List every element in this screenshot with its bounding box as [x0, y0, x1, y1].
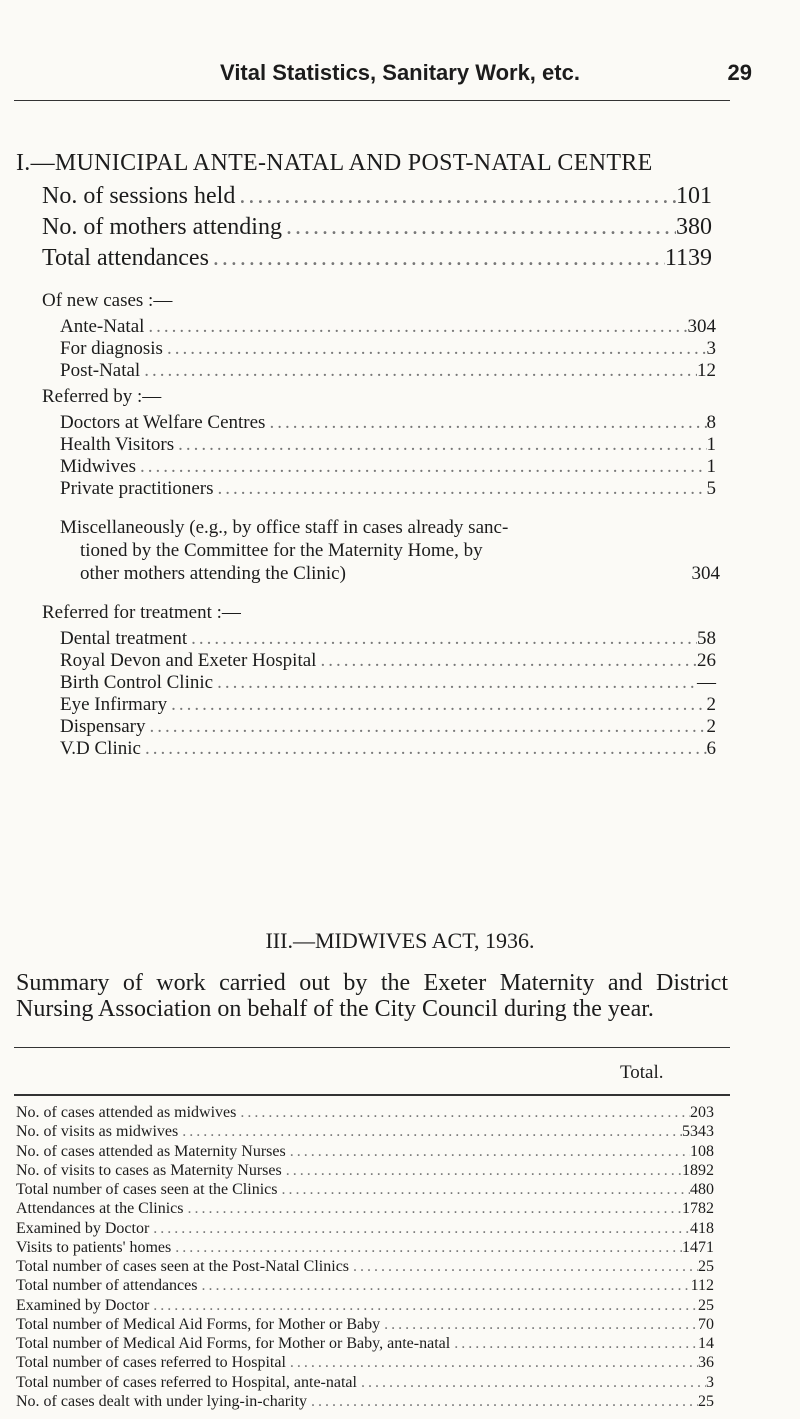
table-row [16, 1277, 714, 1295]
row-value: 101 [676, 183, 712, 209]
table-row [16, 1123, 714, 1141]
list-item: Private practitioners ..... 5 [60, 478, 716, 500]
page-number: 29 [727, 60, 752, 85]
table-row [16, 1316, 714, 1334]
list-item: Dental treatment ..... 58 [60, 628, 716, 650]
section3-title: III.—MIDWIVES ACT, 1936. [265, 928, 535, 953]
section1-title: I.—MUNICIPAL ANTE-NATAL AND POST-NATAL CENTRE [16, 150, 653, 176]
row-value: 36 [698, 1354, 714, 1372]
table-row [16, 1354, 714, 1372]
list-item: Health Visitors ..... 1 [60, 434, 716, 456]
total-column-header: Total. [620, 1062, 664, 1083]
table-header-rule [14, 1094, 730, 1096]
table-row [16, 1239, 714, 1257]
row-label: Total number of cases seen at the Post-Natal Clinics [16, 1258, 350, 1275]
row-label: No. of visits as midwives [16, 1123, 179, 1141]
list-item: Dispensary ..... 2 [60, 716, 716, 738]
row-value: 480 [690, 1181, 714, 1198]
row-label: No. of mothers attending [42, 214, 282, 240]
attendances-row [42, 245, 712, 272]
row-label: Examined by Doctor [16, 1219, 150, 1237]
table-row [16, 1393, 714, 1411]
row-label: Total number of cases seen at the Clinics [16, 1181, 278, 1198]
row-value: 1139 [664, 245, 712, 271]
miscellaneous-value: 304 [691, 563, 720, 584]
row-label: Attendances at the Clinics [16, 1200, 184, 1218]
list-item: Ante-Natal ..... 304 [60, 316, 716, 338]
row-value: 5343 [682, 1123, 714, 1141]
row-label: Total number of cases referred to Hospital [16, 1354, 286, 1372]
mothers-row [42, 214, 712, 241]
section3-summary: Summary of work carried out by the Exeter Maternity and District Nursing Association on behalf of the City Council during the year. [16, 970, 728, 1022]
new-cases-heading: Of new cases :— [42, 290, 173, 311]
list-item: Midwives ..... 1 [60, 456, 716, 478]
table-top-rule [14, 1047, 730, 1048]
row-label: Total number of Medical Aid Forms, for Mother or Baby [16, 1315, 381, 1333]
page-header [40, 60, 760, 86]
row-value: 203 [690, 1104, 714, 1121]
row-label: Total number of Medical Aid Forms, for Mother or Baby, ante-natal [16, 1335, 451, 1352]
row-label: No. of cases attended as Maternity Nurses [16, 1142, 286, 1160]
row-label: No. of visits to cases as Maternity Nurses [16, 1161, 282, 1179]
row-value: 1471 [682, 1238, 714, 1256]
row-label: No. of cases attended as midwives [16, 1104, 237, 1121]
list-item: Royal Devon and Exeter Hospital ..... 26 [60, 650, 716, 672]
table-row [16, 1162, 714, 1180]
table-row [16, 1374, 714, 1392]
row-value: 380 [676, 214, 712, 240]
row-value: 25 [698, 1296, 714, 1314]
sessions-row [42, 183, 712, 210]
list-item: Doctors at Welfare Centres ..... 8 [60, 412, 716, 434]
list-item: Eye Infirmary ..... 2 [60, 694, 716, 716]
row-value: 1782 [682, 1200, 714, 1218]
row-label: Total number of cases referred to Hospital, ante-natal [16, 1373, 357, 1391]
row-label: Total attendances [42, 245, 209, 271]
row-label: No. of cases dealt with under lying-in-charity [16, 1392, 308, 1410]
referred-by-heading: Referred by :— [42, 386, 162, 407]
row-value: 418 [690, 1219, 714, 1237]
table-row [16, 1258, 714, 1276]
row-value: 25 [698, 1258, 714, 1275]
table-row [16, 1220, 714, 1238]
table-row [16, 1335, 714, 1353]
table-row [16, 1200, 714, 1218]
row-value: 108 [690, 1142, 714, 1160]
row-label: Visits to patients' homes [16, 1238, 172, 1256]
list-item: For diagnosis ..... 3 [60, 338, 716, 360]
row-label: Total number of attendances [16, 1277, 198, 1295]
row-label: Examined by Doctor [16, 1296, 150, 1314]
list-item: Post-Natal ..... 12 [60, 360, 716, 382]
miscellaneous-paragraph: Miscellaneously (e.g., by office staff in cases already sanc- tioned by the Committee for the Maternity Home, by other mothers attending the Clinic) 304 [60, 517, 720, 584]
table-row [16, 1181, 714, 1199]
row-value: 112 [690, 1277, 714, 1295]
row-value: 14 [698, 1335, 714, 1352]
row-value: 70 [698, 1315, 714, 1333]
row-label: No. of sessions held [42, 183, 236, 209]
page-header-title: Vital Statistics, Sanitary Work, etc. [220, 60, 580, 85]
row-value: 1892 [682, 1161, 714, 1179]
referred-for-treatment-heading: Referred for treatment :— [42, 602, 241, 623]
table-row [16, 1143, 714, 1161]
row-value: 3 [706, 1373, 714, 1391]
list-item: V.D Clinic ..... 6 [60, 738, 716, 760]
row-value: 25 [698, 1392, 714, 1410]
table-row [16, 1297, 714, 1315]
table-row [16, 1104, 714, 1122]
list-item: Birth Control Clinic ..... — [60, 672, 716, 694]
header-rule [14, 100, 730, 101]
